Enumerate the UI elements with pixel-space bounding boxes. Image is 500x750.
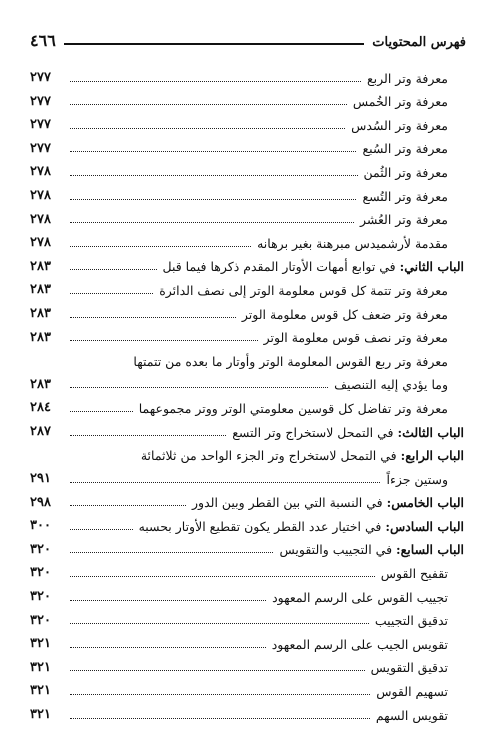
toc-row bbox=[30, 699, 466, 723]
toc-entry-label bbox=[381, 566, 466, 581]
toc-page-number: ٣٢١ bbox=[30, 683, 51, 699]
dot-leader bbox=[70, 128, 345, 129]
toc-entry-text: معرفة وتر تتمة كل قوس معلومة الوتر إلى نصف الدائرة bbox=[159, 282, 448, 298]
toc-entry-text: تقفيح القوس bbox=[380, 566, 448, 582]
toc-row bbox=[30, 557, 466, 581]
dot-leader bbox=[70, 199, 356, 200]
toc-page-number: ٢٧٨ bbox=[30, 211, 51, 227]
toc-entry-label bbox=[364, 165, 466, 180]
toc-row bbox=[30, 605, 466, 629]
toc-entry-text: معرفة وتر ربع القوس المعلومة الوتر وأوتار ما بعده من تتمتها bbox=[133, 353, 448, 369]
toc-page-number: ٢٨٤ bbox=[30, 400, 51, 416]
toc-entry-text: معرفة وتر التُسع bbox=[362, 188, 448, 204]
toc-entry-text: تدقيق التجييب bbox=[374, 613, 448, 629]
toc-page-number: ٢٨٧ bbox=[30, 423, 51, 439]
toc-entry-label bbox=[375, 613, 466, 628]
toc-page-number: ٢٧٨ bbox=[30, 235, 51, 251]
dot-leader bbox=[70, 293, 153, 294]
toc-entry-label bbox=[242, 307, 466, 322]
toc-entry-label bbox=[367, 71, 466, 86]
dot-leader bbox=[70, 576, 375, 577]
chapter-heading: الباب السابع: bbox=[396, 542, 464, 558]
dot-leader bbox=[70, 482, 380, 483]
header-title: فهرس المحتويات bbox=[372, 35, 466, 50]
toc-entry-text: تدقيق التقويس bbox=[370, 660, 448, 676]
toc-entry-label bbox=[272, 590, 466, 605]
toc-entry-label bbox=[139, 519, 466, 534]
toc-entry-label bbox=[279, 542, 466, 557]
toc-entry-text: في النسبة التي بين القطر وبين الدور bbox=[192, 495, 387, 511]
toc-entry-text: في التمحل لاستخراج وتر الجزء الواحد من ثلاثمائة bbox=[140, 448, 401, 464]
toc-entry-label bbox=[272, 637, 466, 652]
dot-leader bbox=[70, 387, 328, 388]
toc-entry-text: تقويس الجيب على الرسم المعهود bbox=[271, 636, 448, 652]
dot-leader bbox=[70, 435, 226, 436]
toc-chapter-row bbox=[30, 251, 466, 275]
dot-leader bbox=[70, 529, 133, 530]
toc-row bbox=[30, 581, 466, 605]
chapter-heading: الباب الخامس: bbox=[386, 495, 464, 511]
dot-leader bbox=[70, 718, 370, 719]
toc-row bbox=[30, 392, 466, 416]
dot-leader bbox=[70, 623, 369, 624]
toc-row bbox=[30, 369, 466, 393]
dot-leader bbox=[70, 552, 273, 553]
dot-leader bbox=[70, 317, 236, 318]
dot-leader bbox=[70, 505, 186, 506]
dot-leader bbox=[70, 647, 266, 648]
toc-chapter-row bbox=[30, 534, 466, 558]
toc-row bbox=[30, 298, 466, 322]
toc-entry-text: معرفة وتر السُدس bbox=[351, 117, 448, 133]
toc-entry-label bbox=[163, 259, 467, 274]
toc-entry-text: معرفة وتر الربع bbox=[367, 70, 448, 86]
chapter-heading: الباب السادس: bbox=[385, 518, 464, 534]
toc-row bbox=[30, 463, 466, 487]
toc-entry-label bbox=[371, 660, 466, 675]
toc-page-number: ٢٩١ bbox=[30, 471, 51, 487]
toc-entry-label bbox=[192, 495, 466, 510]
toc-entry-label bbox=[360, 212, 466, 227]
toc-entry-text: معرفة وتر السُبع bbox=[362, 141, 448, 157]
dot-leader bbox=[70, 670, 365, 671]
dot-leader bbox=[70, 104, 347, 105]
toc-entry-text: معرفة وتر تفاضل كل قوسين معلومتي الوتر ووتر مجموعهما bbox=[138, 400, 448, 416]
toc-entry-text: معرفة وتر ضعف كل قوس معلومة الوتر bbox=[241, 306, 448, 322]
toc-entry-text: في التجييب والتقويس bbox=[279, 542, 397, 558]
toc-page-number: ٢٨٣ bbox=[30, 376, 51, 392]
toc-entry-label bbox=[386, 472, 466, 487]
toc-chapter-row bbox=[30, 416, 466, 440]
toc-entry-text: في التمحل لاستخراج وتر التسع bbox=[232, 424, 398, 440]
toc-page-number: ٢٧٨ bbox=[30, 187, 51, 203]
toc-page-number: ٣٠٠ bbox=[30, 518, 51, 534]
toc-chapter-row bbox=[30, 487, 466, 511]
toc-page-number: ٣٢٠ bbox=[30, 541, 51, 557]
dot-leader bbox=[70, 222, 354, 223]
dot-leader bbox=[70, 246, 251, 247]
toc-chapter-row bbox=[30, 510, 466, 534]
toc-page-number: ٣٢١ bbox=[30, 636, 51, 652]
toc-entry-text: معرفة وتر الثُمن bbox=[363, 164, 448, 180]
toc-row bbox=[30, 652, 466, 676]
toc-row bbox=[30, 109, 466, 133]
toc-row bbox=[30, 322, 466, 346]
toc-page-number: ٢٧٧ bbox=[30, 117, 51, 133]
toc-entry-text: معرفة وتر نصف قوس معلومة الوتر bbox=[263, 330, 448, 346]
toc-entry-text: في اختيار عدد القطر يكون تقطيع الأوتار بحسبه bbox=[138, 518, 386, 534]
chapter-heading: الباب الرابع: bbox=[400, 448, 464, 464]
toc-page-number: ٢٧٨ bbox=[30, 164, 51, 180]
dot-leader bbox=[70, 600, 266, 601]
toc-entry-label bbox=[376, 684, 466, 699]
toc-entry-label bbox=[141, 448, 466, 463]
toc-chapter-row bbox=[30, 440, 466, 464]
toc-entry-text: مقدمة لأرشميدس مبرهنة بغير برهانه bbox=[257, 235, 448, 251]
header-page-number: ٤٦٦ bbox=[30, 31, 56, 50]
toc-row bbox=[30, 204, 466, 228]
toc-row bbox=[30, 274, 466, 298]
toc-entry-text: وستين جزءاً bbox=[386, 471, 448, 487]
toc-row bbox=[30, 180, 466, 204]
dot-leader bbox=[70, 269, 157, 270]
toc-entry-text: في توابع أمهات الأوتار المقدم ذكرها فيما قبل bbox=[162, 259, 400, 275]
dot-leader bbox=[70, 411, 133, 412]
toc-row bbox=[30, 628, 466, 652]
toc-entry-label bbox=[376, 708, 466, 723]
toc-entry-label bbox=[159, 283, 466, 298]
toc-entry-label bbox=[362, 141, 466, 156]
toc-page-number: ٢٨٣ bbox=[30, 282, 51, 298]
toc-entry-text: تقويس السهم bbox=[375, 707, 448, 723]
chapter-heading: الباب الثالث: bbox=[397, 424, 464, 440]
toc-entry-text: وما يؤدي إليه التنصيف bbox=[334, 377, 448, 393]
toc-entry-text: تسهيم القوس bbox=[376, 684, 448, 700]
dot-leader bbox=[70, 151, 356, 152]
toc-page-number: ٣٢٠ bbox=[30, 565, 51, 581]
toc-row bbox=[30, 133, 466, 157]
toc-page-number: ٣٢٠ bbox=[30, 589, 51, 605]
running-header bbox=[30, 28, 466, 50]
dot-leader bbox=[70, 175, 358, 176]
toc-page-number: ٢٩٨ bbox=[30, 494, 51, 510]
toc-row bbox=[30, 675, 466, 699]
toc-page-number: ٣٢١ bbox=[30, 659, 51, 675]
toc-row bbox=[30, 345, 466, 369]
toc-page-number: ٣٢١ bbox=[30, 707, 51, 723]
toc-page-number: ٢٧٧ bbox=[30, 70, 51, 85]
toc-page-number: ٣٢٠ bbox=[30, 612, 51, 628]
toc-entry-label bbox=[334, 377, 466, 392]
toc-entry-label bbox=[351, 118, 466, 133]
chapter-heading: الباب الثاني: bbox=[399, 259, 464, 275]
toc-entry-label bbox=[264, 330, 466, 345]
toc-row bbox=[30, 156, 466, 180]
dot-leader bbox=[70, 694, 370, 695]
dot-leader bbox=[70, 81, 361, 82]
dot-leader bbox=[70, 340, 258, 341]
toc-row bbox=[30, 62, 466, 86]
toc-page-number: ٢٧٧ bbox=[30, 93, 51, 109]
toc-list bbox=[30, 62, 466, 723]
toc-page-number: ٢٧٧ bbox=[30, 140, 51, 156]
toc-page-number: ٢٨٣ bbox=[30, 305, 51, 321]
toc-entry-label bbox=[232, 425, 466, 440]
toc-entry-text: معرفة وتر الخُمس bbox=[352, 94, 448, 110]
toc-entry-label bbox=[362, 189, 466, 204]
toc-row bbox=[30, 227, 466, 251]
toc-entry-text: تجييب القوس على الرسم المعهود bbox=[272, 589, 448, 605]
toc-entry-label bbox=[139, 401, 466, 416]
toc-page-number: ٢٨٣ bbox=[30, 258, 51, 274]
toc-entry-text: معرفة وتر العُشر bbox=[359, 212, 448, 228]
toc-page-number: ٢٨٣ bbox=[30, 329, 51, 345]
toc-entry-label bbox=[133, 354, 466, 369]
toc-row bbox=[30, 86, 466, 110]
header-rule bbox=[64, 43, 365, 45]
toc-entry-label bbox=[257, 236, 466, 251]
toc-entry-label bbox=[353, 94, 466, 109]
